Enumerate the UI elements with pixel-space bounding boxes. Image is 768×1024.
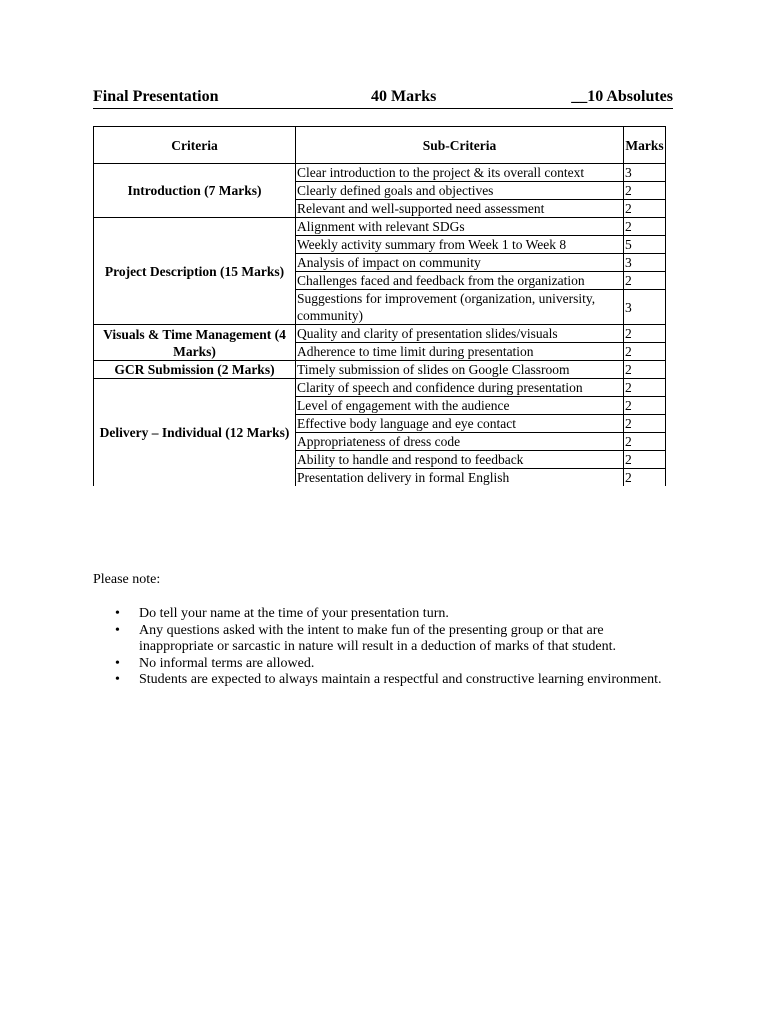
heading-row [93, 88, 673, 109]
absolutes-marks: __10 Absolutes [571, 88, 673, 105]
list-item [93, 656, 675, 673]
bullet-icon: • [115, 655, 120, 671]
marks-cell: 2 [624, 218, 666, 236]
sub-criteria-cell: Clear introduction to the project & its overall context [296, 164, 624, 182]
sub-criteria-cell: Challenges faced and feedback from the organization [296, 272, 624, 290]
marks-cell: 2 [624, 200, 666, 218]
marks-cell: 2 [624, 397, 666, 415]
sub-criteria-cell: Level of engagement with the audience [296, 397, 624, 415]
sub-criteria-cell: Clearly defined goals and objectives [296, 182, 624, 200]
marks-cell: 3 [624, 290, 666, 325]
note-text: Students are expected to always maintain a respectful and constructive learning environment. [139, 672, 662, 687]
note-text: Any questions asked with the intent to make fun of the presenting group or that are inappropriate or sarcastic in nature will result in a deduction of marks of that student. [139, 622, 617, 654]
bullet-icon: • [115, 606, 120, 621]
note-text: Do tell your name at the time of your presentation turn. [139, 606, 449, 621]
notes-title: Please note: [93, 572, 161, 587]
sub-criteria-cell: Clarity of speech and confidence during presentation [296, 379, 624, 397]
sub-criteria-cell: Appropriateness of dress code [296, 433, 624, 451]
sub-criteria-cell: Ability to handle and respond to feedback [296, 451, 624, 469]
sub-criteria-cell: Quality and clarity of presentation slides/visuals [296, 325, 624, 343]
bullet-icon: • [115, 672, 120, 687]
sub-criteria-cell: Timely submission of slides on Google Classroom [296, 361, 624, 379]
marks-cell: 2 [624, 379, 666, 397]
rubric-table [93, 126, 666, 486]
marks-cell: 5 [624, 236, 666, 254]
marks-cell: 2 [624, 469, 666, 487]
criteria-cell: GCR Submission (2 Marks) [94, 361, 296, 379]
criteria-cell: Visuals & Time Management (4 Marks) [94, 325, 296, 361]
table-row [94, 361, 666, 379]
sub-criteria-cell: Analysis of impact on community [296, 254, 624, 272]
sub-criteria-cell: Alignment with relevant SDGs [296, 218, 624, 236]
marks-cell: 2 [624, 272, 666, 290]
marks-cell: 3 [624, 164, 666, 182]
criteria-cell: Delivery – Individual (12 Marks) [94, 379, 296, 487]
table-row [94, 325, 666, 343]
table-header-row [94, 127, 666, 164]
list-item [93, 606, 675, 623]
total-marks: 40 Marks [371, 88, 437, 105]
sub-criteria-header: Sub-Criteria [296, 127, 624, 164]
sub-criteria-cell: Presentation delivery in formal English [296, 469, 624, 487]
presentation-title: Final Presentation [93, 88, 219, 105]
marks-cell: 2 [624, 182, 666, 200]
criteria-cell: Introduction (7 Marks) [94, 164, 296, 218]
table-row [94, 379, 666, 397]
marks-cell: 2 [624, 343, 666, 361]
marks-cell: 2 [624, 433, 666, 451]
note-text: No informal terms are allowed. [139, 655, 315, 671]
table-row [94, 164, 666, 182]
list-item [93, 623, 675, 656]
sub-criteria-cell: Suggestions for improvement (organization, university, community) [296, 290, 624, 325]
marks-cell: 2 [624, 361, 666, 379]
list-item [93, 672, 675, 689]
table-row [94, 218, 666, 236]
marks-cell: 2 [624, 451, 666, 469]
marks-cell: 2 [624, 415, 666, 433]
criteria-cell: Project Description (15 Marks) [94, 218, 296, 325]
sub-criteria-cell: Effective body language and eye contact [296, 415, 624, 433]
criteria-header: Criteria [94, 127, 296, 164]
sub-criteria-cell: Adherence to time limit during presentation [296, 343, 624, 361]
marks-header: Marks [624, 127, 666, 164]
bullet-icon: • [115, 622, 120, 638]
marks-cell: 3 [624, 254, 666, 272]
sub-criteria-cell: Relevant and well-supported need assessment [296, 200, 624, 218]
marks-cell: 2 [624, 325, 666, 343]
sub-criteria-cell: Weekly activity summary from Week 1 to Week 8 [296, 236, 624, 254]
rubric-body [94, 164, 666, 487]
notes-list [93, 606, 675, 689]
